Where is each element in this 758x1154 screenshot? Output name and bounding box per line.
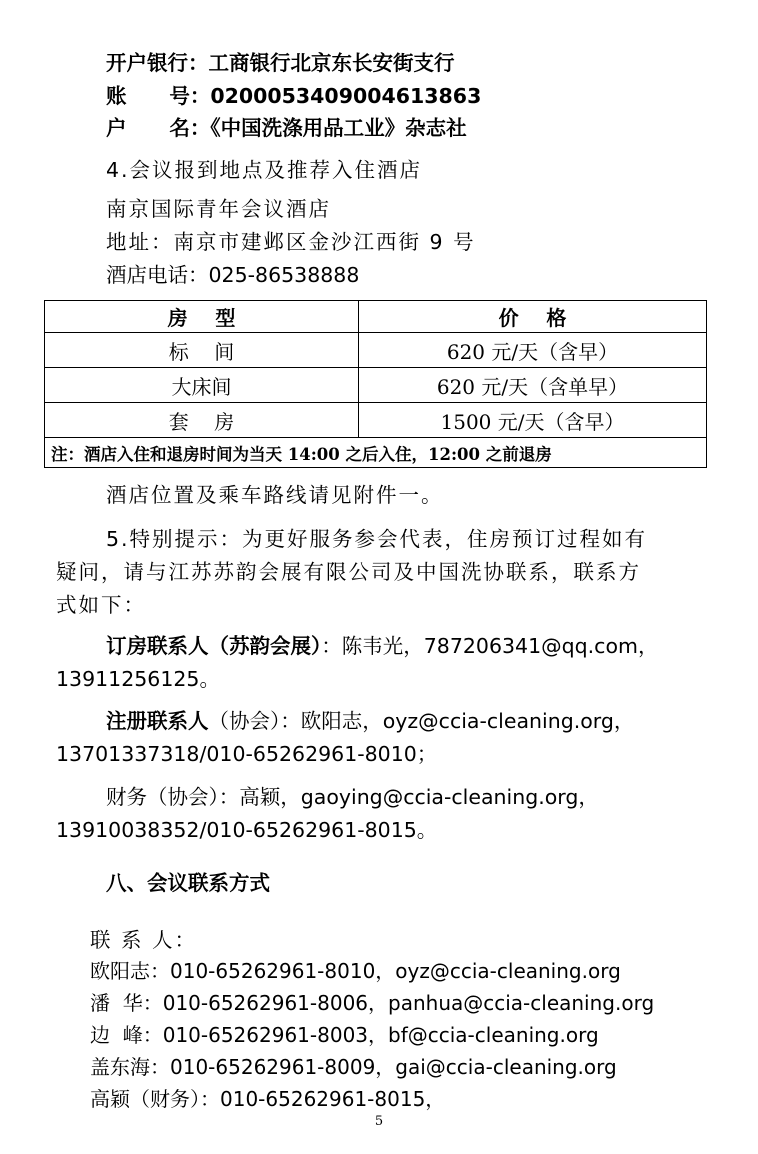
contact-person: 边 峰：010-65262961-8003，bf@ccia-cleaning.org xyxy=(90,1023,599,1047)
contact-person: 欧阳志：010-65262961-8010，oyz@ccia-cleaning.org xyxy=(90,959,621,983)
registration-contact-details: （协会）：欧阳志，oyz@ccia-cleaning.org， xyxy=(208,709,635,733)
table-row xyxy=(45,368,707,403)
table-note: 注：酒店入住和退房时间为当天 14:00 之后入住，12:00 之前退房 xyxy=(45,438,707,468)
hotel-address: 地址：南京市建邺区金沙江西街 9 号 xyxy=(106,230,476,254)
contact-list-label: 联 系 人： xyxy=(90,928,198,952)
section5-line1: 5.特别提示：为更好服务参会代表，住房预订过程如有 xyxy=(106,527,648,551)
contact-person: 高颖（财务）：010-65262961-8015， xyxy=(90,1087,446,1111)
room-price-cell: 620 元/天（含早） xyxy=(359,333,707,368)
table-row xyxy=(45,403,707,438)
contact-person: 潘 华：010-65262961-8006，panhua@ccia-cleaning.org xyxy=(90,991,655,1015)
section5-line3: 式如下： xyxy=(56,593,146,617)
room-type-cell: 套 房 xyxy=(45,403,359,438)
registration-contact-phone: 13701337318/010-65262961-8010； xyxy=(56,742,438,766)
contact-person: 盖东海：010-65262961-8009，gai@ccia-cleaning.org xyxy=(90,1055,617,1079)
booking-contact xyxy=(106,633,658,659)
payment-bank: 开户银行：工商银行北京东长安街支行 xyxy=(106,51,455,75)
payment-account: 账 号：0200053409004613863 xyxy=(106,84,482,108)
finance-contact-phone: 13910038352/010-65262961-8015。 xyxy=(56,818,438,842)
hotel-name: 南京国际青年会议酒店 xyxy=(106,197,331,221)
registration-contact xyxy=(106,708,634,734)
booking-contact-label: 订房联系人（苏韵会展） xyxy=(106,634,322,658)
room-price-table xyxy=(44,300,707,468)
section5-line2: 疑问，请与江苏苏韵会展有限公司及中国洗协联系，联系方 xyxy=(56,560,641,584)
table-note-row xyxy=(45,438,707,468)
booking-contact-phone: 13911256125。 xyxy=(56,667,220,691)
table-header-row xyxy=(45,301,707,333)
finance-contact: 财务（协会）：高颖，gaoying@ccia-cleaning.org， xyxy=(106,785,599,809)
section4-heading: 4.会议报到地点及推荐入住酒店 xyxy=(106,158,423,182)
table-row xyxy=(45,333,707,368)
page-number: 5 xyxy=(374,1114,384,1129)
header-price: 价 格 xyxy=(359,301,707,333)
room-price-cell: 1500 元/天（含早） xyxy=(359,403,707,438)
room-type-cell: 标 间 xyxy=(45,333,359,368)
room-price-cell: 620 元/天（含单早） xyxy=(359,368,707,403)
booking-contact-details: ：陈韦光，787206341@qq.com， xyxy=(321,634,659,658)
section8-heading: 八、会议联系方式 xyxy=(106,871,270,895)
room-type-cell: 大床间 xyxy=(45,368,359,403)
payment-name: 户 名：《中国洗涤用品工业》杂志社 xyxy=(106,116,467,140)
route-note: 酒店位置及乘车路线请见附件一。 xyxy=(106,483,444,507)
registration-contact-label: 注册联系人 xyxy=(106,709,209,733)
hotel-phone: 酒店电话：025-86538888 xyxy=(106,263,360,287)
header-room-type: 房 型 xyxy=(45,301,359,333)
